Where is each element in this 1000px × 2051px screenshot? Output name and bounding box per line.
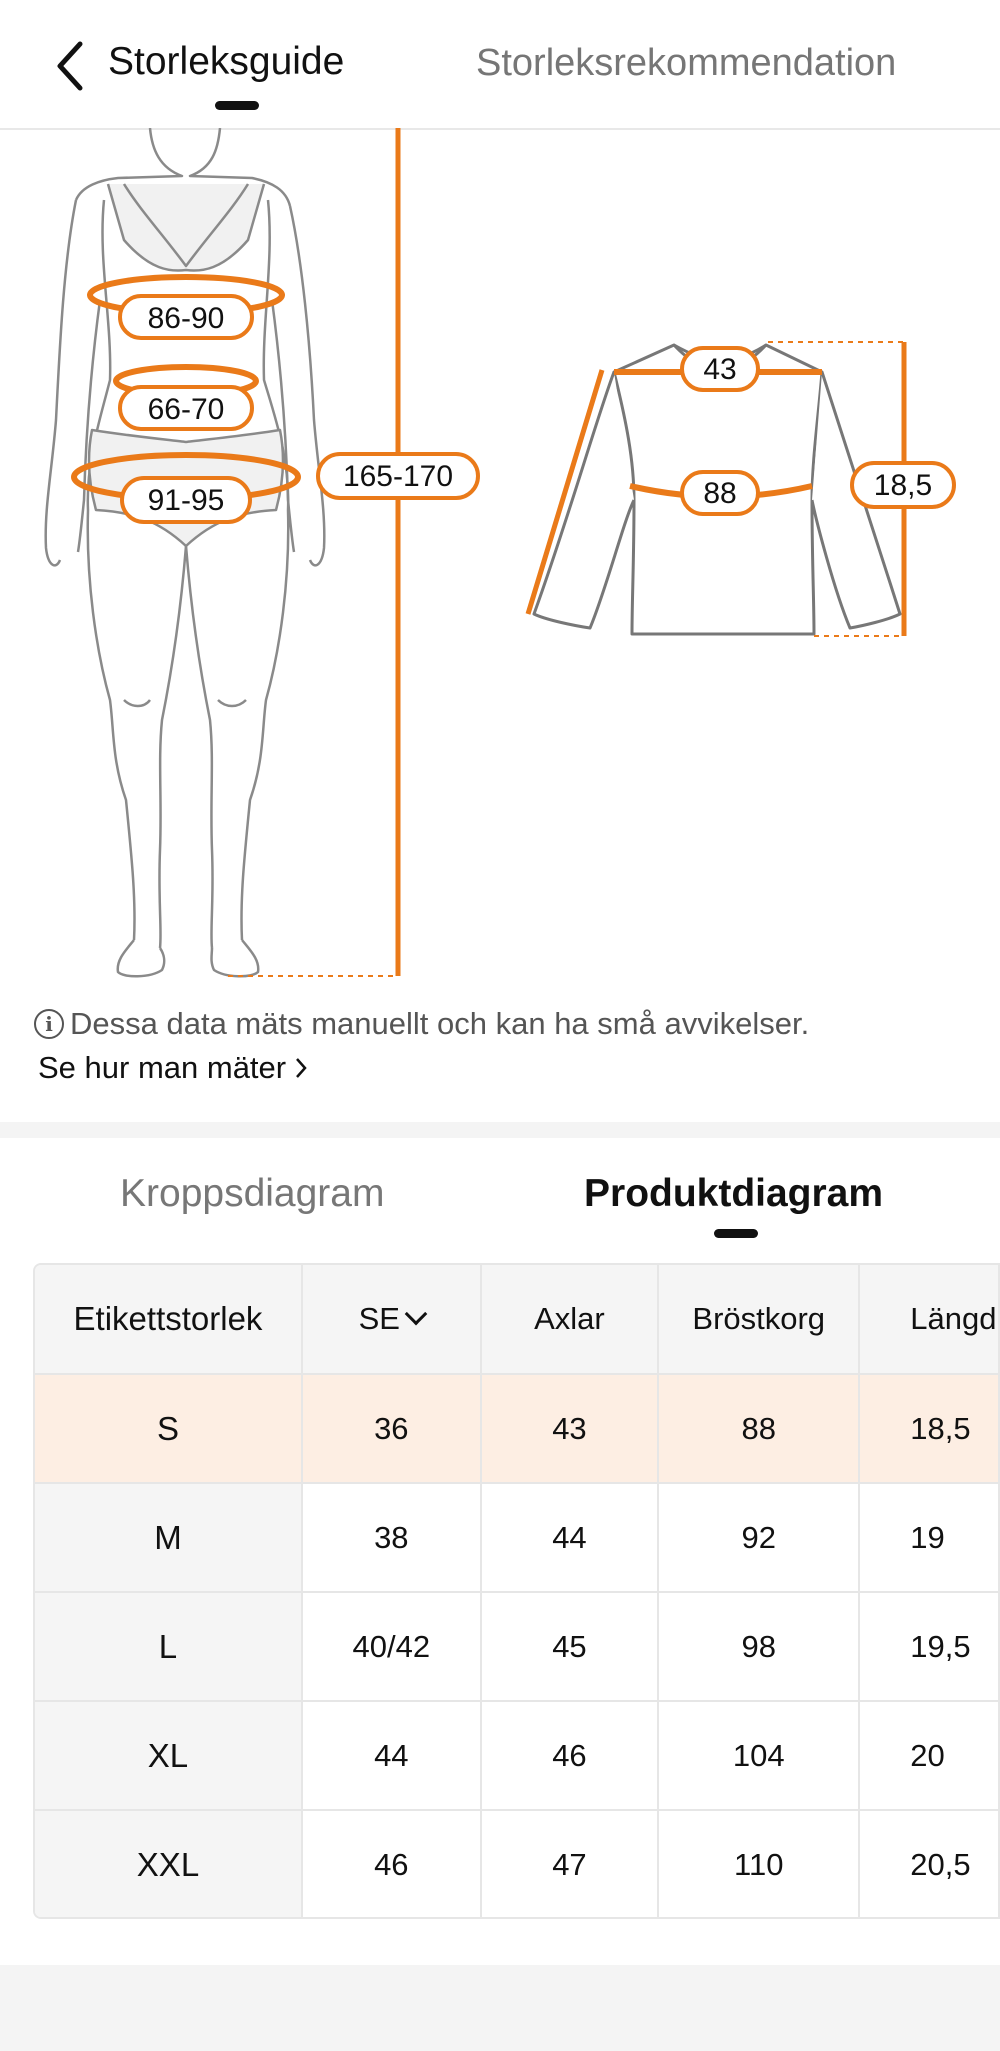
header-length: Längd xyxy=(859,1265,999,1374)
header-se-unit-select[interactable] xyxy=(302,1265,481,1374)
cell-length: 18,5 xyxy=(859,1374,999,1483)
back-button[interactable] xyxy=(50,38,90,94)
table-row[interactable] xyxy=(35,1374,999,1483)
cell-shoulders: 47 xyxy=(481,1810,659,1918)
chevron-left-icon xyxy=(50,38,90,94)
cell-shoulders: 45 xyxy=(481,1592,659,1701)
cell-se: 40/42 xyxy=(302,1592,481,1701)
table-row[interactable] xyxy=(35,1701,999,1810)
section-divider xyxy=(0,1122,1000,1138)
cell-size: M xyxy=(35,1483,302,1592)
svg-text:91-95: 91-95 xyxy=(147,484,225,517)
svg-text:88: 88 xyxy=(703,477,737,510)
cell-size: L xyxy=(35,1592,302,1701)
chest-pill xyxy=(682,472,758,514)
length-pill xyxy=(852,463,954,507)
cell-chest: 88 xyxy=(658,1374,859,1483)
cell-chest: 92 xyxy=(658,1483,859,1592)
how-to-measure-link[interactable] xyxy=(38,1050,308,1086)
cell-chest: 110 xyxy=(658,1810,859,1918)
chevron-right-icon xyxy=(294,1055,308,1081)
body-figure xyxy=(46,128,325,976)
top-tabs-header xyxy=(0,0,1000,130)
cell-se: 38 xyxy=(302,1483,481,1592)
svg-text:165-170: 165-170 xyxy=(342,460,454,493)
header-label-size: Etikettstorlek xyxy=(35,1265,302,1374)
svg-text:66-70: 66-70 xyxy=(147,393,225,426)
table-row[interactable] xyxy=(35,1592,999,1701)
cell-length: 19 xyxy=(859,1483,999,1592)
table-header-row xyxy=(35,1265,999,1374)
cell-size: XL xyxy=(35,1701,302,1810)
size-table xyxy=(33,1263,1000,1919)
chevron-down-icon xyxy=(405,1303,428,1326)
cell-shoulders: 44 xyxy=(481,1483,659,1592)
cell-length: 20 xyxy=(859,1701,999,1810)
bust-pill xyxy=(120,296,252,338)
info-icon: i xyxy=(34,1009,64,1039)
table-row[interactable] xyxy=(35,1810,999,1918)
active-diagram-tab-indicator xyxy=(714,1229,758,1238)
header-se-label: SE xyxy=(358,1301,400,1336)
svg-text:18,5: 18,5 xyxy=(873,469,933,502)
disclaimer-text: Dessa data mäts manuellt och kan ha små avvikelser. xyxy=(70,1006,810,1041)
tab-body-chart[interactable]: Kroppsdiagram xyxy=(120,1172,385,1215)
header-shoulders: Axlar xyxy=(481,1265,659,1374)
cell-shoulders: 46 xyxy=(481,1701,659,1810)
cell-shoulders: 43 xyxy=(481,1374,659,1483)
header-chest: Bröstkorg xyxy=(658,1265,859,1374)
height-pill xyxy=(318,454,478,498)
cell-se: 46 xyxy=(302,1810,481,1918)
how-to-measure-label: Se hur man mäter xyxy=(38,1050,287,1085)
table-row[interactable] xyxy=(35,1483,999,1592)
cell-length: 20,5 xyxy=(859,1810,999,1918)
measurement-svg xyxy=(0,128,1000,998)
tab-product-chart[interactable]: Produktdiagram xyxy=(584,1172,884,1215)
svg-text:43: 43 xyxy=(703,353,737,386)
shoulder-pill xyxy=(682,348,758,390)
cell-size: XXL xyxy=(35,1810,302,1918)
cell-chest: 98 xyxy=(658,1592,859,1701)
tab-size-guide[interactable]: Storleksguide xyxy=(108,40,345,83)
measurement-disclaimer xyxy=(34,1006,809,1042)
active-tab-indicator xyxy=(215,101,259,110)
svg-text:86-90: 86-90 xyxy=(147,302,225,335)
tab-size-recommendation[interactable]: Storleksrekommendation xyxy=(476,42,897,84)
cell-chest: 104 xyxy=(658,1701,859,1810)
hips-pill xyxy=(122,478,250,522)
cell-se: 36 xyxy=(302,1374,481,1483)
bottom-spacer xyxy=(0,1965,1000,2051)
measurement-illustrations xyxy=(0,128,1000,998)
cell-size: S xyxy=(35,1374,302,1483)
cell-length: 19,5 xyxy=(859,1592,999,1701)
cell-se: 44 xyxy=(302,1701,481,1810)
waist-pill xyxy=(120,387,252,429)
